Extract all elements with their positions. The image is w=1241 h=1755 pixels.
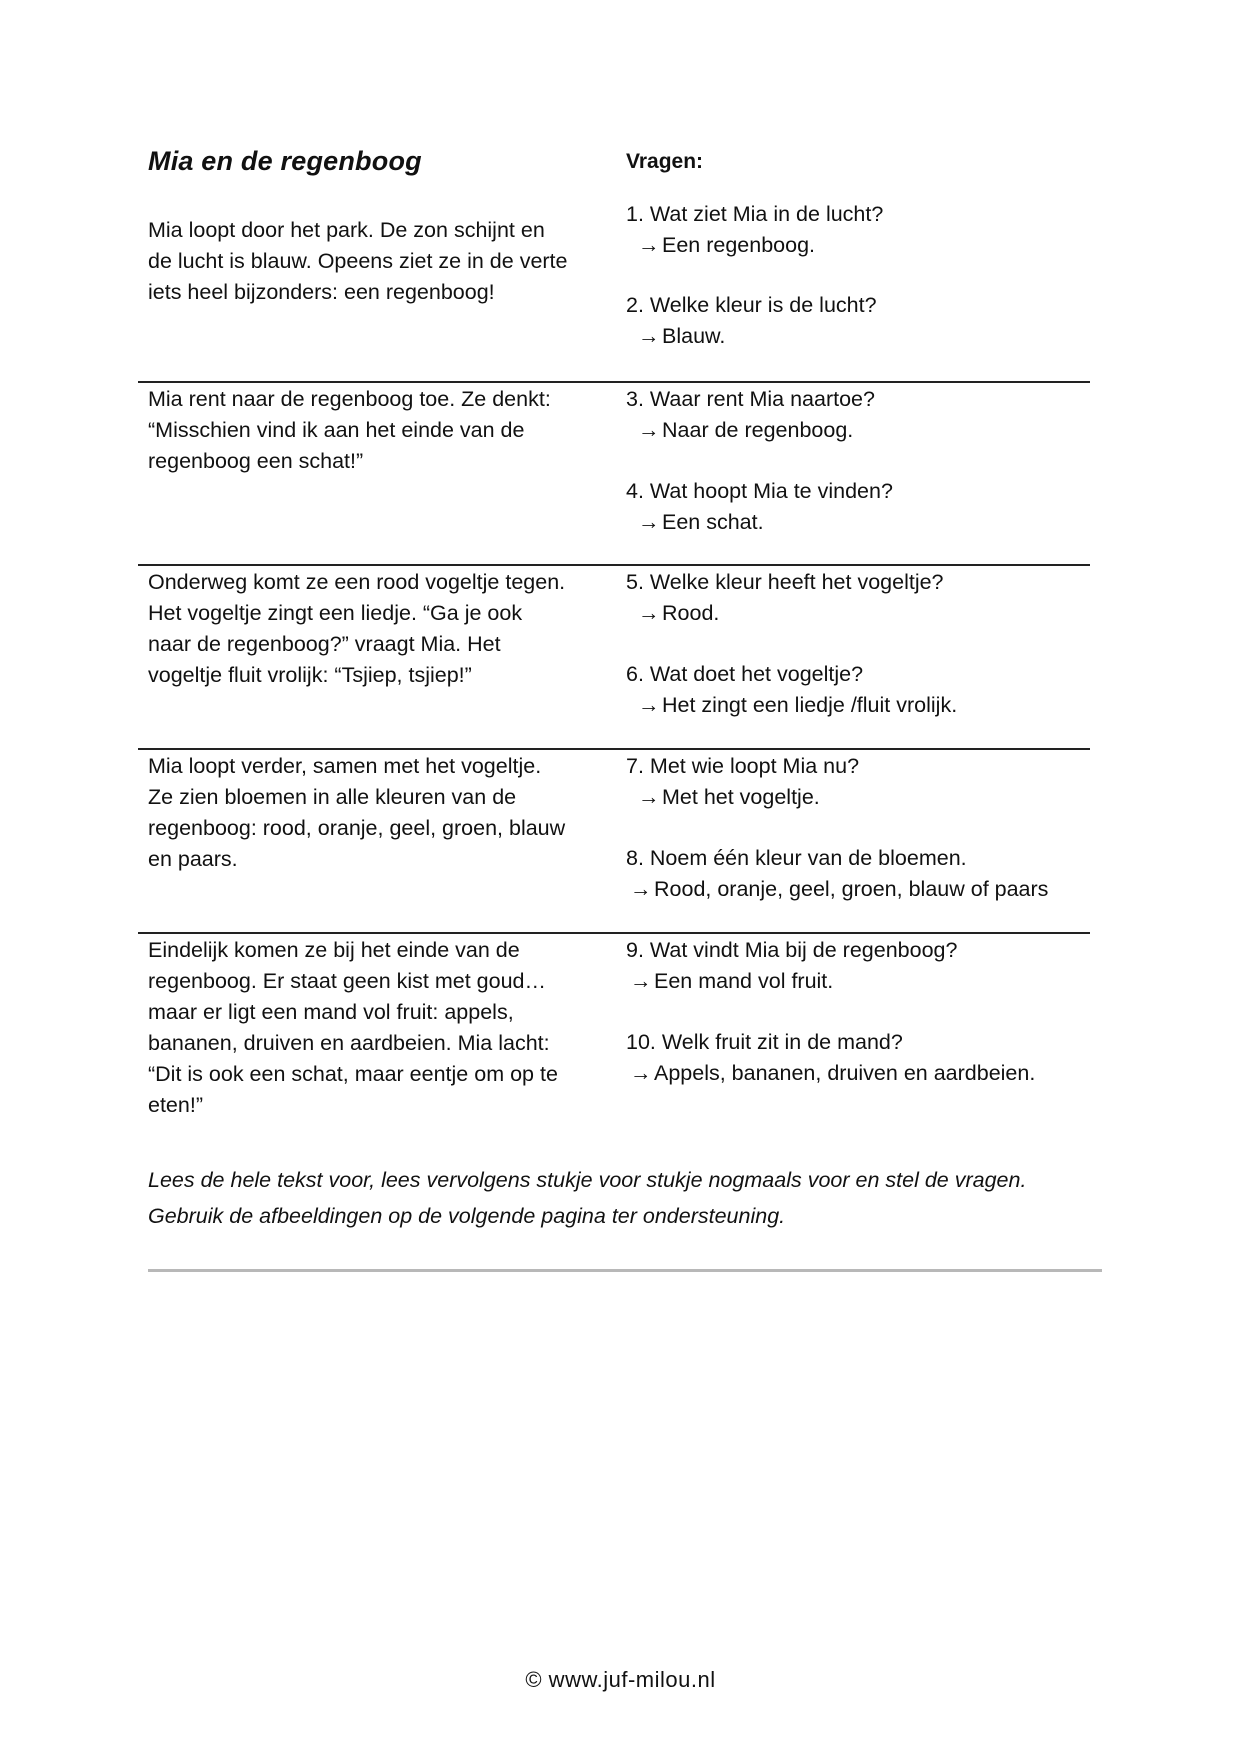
arrow-icon: → — [638, 601, 660, 625]
separator-line — [148, 1269, 1102, 1272]
arrow-icon: → — [638, 233, 660, 257]
question-item-4 — [626, 476, 1096, 538]
answer-line — [626, 507, 1096, 538]
question-item-3 — [626, 384, 1096, 446]
answer-text: Een regenboog. — [662, 233, 816, 257]
arrow-icon: → — [630, 877, 652, 901]
story-paragraph: Eindelijk komen ze bij het einde van de regenboog. Er staat geen kist met goud… maar er ligt een mand vol fruit: appels, bananen, druiven en aardbeien. Mia lacht: “Dit is ook een schat, maar eentje om op te eten!” — [148, 938, 558, 1117]
answer-line — [626, 874, 1106, 905]
story-section-4 — [138, 748, 1090, 901]
question-item-1 — [626, 199, 1096, 261]
answer-text: Rood, oranje, geel, groen, blauw of paars — [654, 877, 1049, 901]
story-section-3 — [138, 564, 1090, 717]
answer-line — [626, 598, 1096, 629]
story-paragraph: Mia loopt door het park. De zon schijnt en de lucht is blauw. Opeens ziet ze in de verte iets heel bijzonders: een regenboog! — [148, 218, 568, 304]
question-item-7 — [626, 751, 1096, 813]
answer-line — [626, 1058, 1096, 1089]
questions-heading: Vragen: — [626, 150, 704, 173]
footer-copyright: © www.juf-milou.nl — [525, 1667, 716, 1692]
arrow-icon: → — [630, 969, 652, 993]
story-paragraph: Mia rent naar de regenboog toe. Ze denkt: “Misschien vind ik aan het einde van de regenboog een schat!” — [148, 387, 551, 473]
instruction-line-2: Gebruik de afbeeldingen op de volgende pagina ter ondersteuning. — [148, 1204, 786, 1228]
arrow-icon: → — [638, 693, 660, 717]
answer-text: Rood. — [662, 601, 720, 625]
teacher-instruction — [148, 1162, 1108, 1234]
question-text: 1. Wat ziet Mia in de lucht? — [626, 202, 884, 226]
question-text: 4. Wat hoopt Mia te vinden? — [626, 479, 893, 503]
question-text: 2. Welke kleur is de lucht? — [626, 293, 877, 317]
story-paragraph: Onderweg komt ze een rood vogeltje tegen. Het vogeltje zingt een liedje. “Ga je ook naar de regenboog?” vraagt Mia. Het vogeltje fluit vrolijk: “Tsjiep, tsjiep!” — [148, 570, 566, 687]
question-item-8 — [626, 843, 1106, 905]
arrow-icon: → — [638, 510, 660, 534]
question-text: 6. Wat doet het vogeltje? — [626, 662, 864, 686]
arrow-icon: → — [630, 1061, 652, 1085]
arrow-icon: → — [638, 785, 660, 809]
answer-line — [626, 966, 1096, 997]
question-item-2 — [626, 290, 1096, 352]
arrow-icon: → — [638, 324, 660, 348]
question-text: 5. Welke kleur heeft het vogeltje? — [626, 570, 944, 594]
answer-line — [626, 690, 1096, 721]
answer-text: Naar de regenboog. — [662, 418, 854, 442]
question-item-10 — [626, 1027, 1096, 1089]
answer-line — [626, 415, 1096, 446]
question-item-5 — [626, 567, 1096, 629]
story-title: Mia en de regenboog — [148, 146, 422, 176]
story-section-2 — [138, 381, 1090, 534]
answer-line — [626, 321, 1096, 352]
question-text: 8. Noem één kleur van de bloemen. — [626, 846, 967, 870]
story-paragraph: Mia loopt verder, samen met het vogeltje. Ze zien bloemen in alle kleuren van de regenboog: rood, oranje, geel, groen, blauw en paars. — [148, 754, 566, 871]
question-item-9 — [626, 935, 1096, 997]
answer-line — [626, 782, 1096, 813]
question-text: 9. Wat vindt Mia bij de regenboog? — [626, 938, 958, 962]
answer-text: Met het vogeltje. — [662, 785, 820, 809]
answer-line — [626, 230, 1096, 261]
question-text: 10. Welk fruit zit in de mand? — [626, 1030, 903, 1054]
instruction-line-1: Lees de hele tekst voor, lees vervolgens stukje voor stukje nogmaals voor en stel de vragen. — [148, 1168, 1027, 1192]
story-section-5 — [138, 932, 1090, 1117]
answer-text: Een schat. — [662, 510, 764, 534]
answer-text: Blauw. — [662, 324, 726, 348]
question-item-6 — [626, 659, 1096, 721]
answer-text: Het zingt een liedje /fluit vrolijk. — [662, 693, 958, 717]
arrow-icon: → — [638, 418, 660, 442]
answer-text: Appels, bananen, druiven en aardbeien. — [654, 1061, 1036, 1085]
answer-text: Een mand vol fruit. — [654, 969, 834, 993]
question-text: 3. Waar rent Mia naartoe? — [626, 387, 875, 411]
question-text: 7. Met wie loopt Mia nu? — [626, 754, 860, 778]
